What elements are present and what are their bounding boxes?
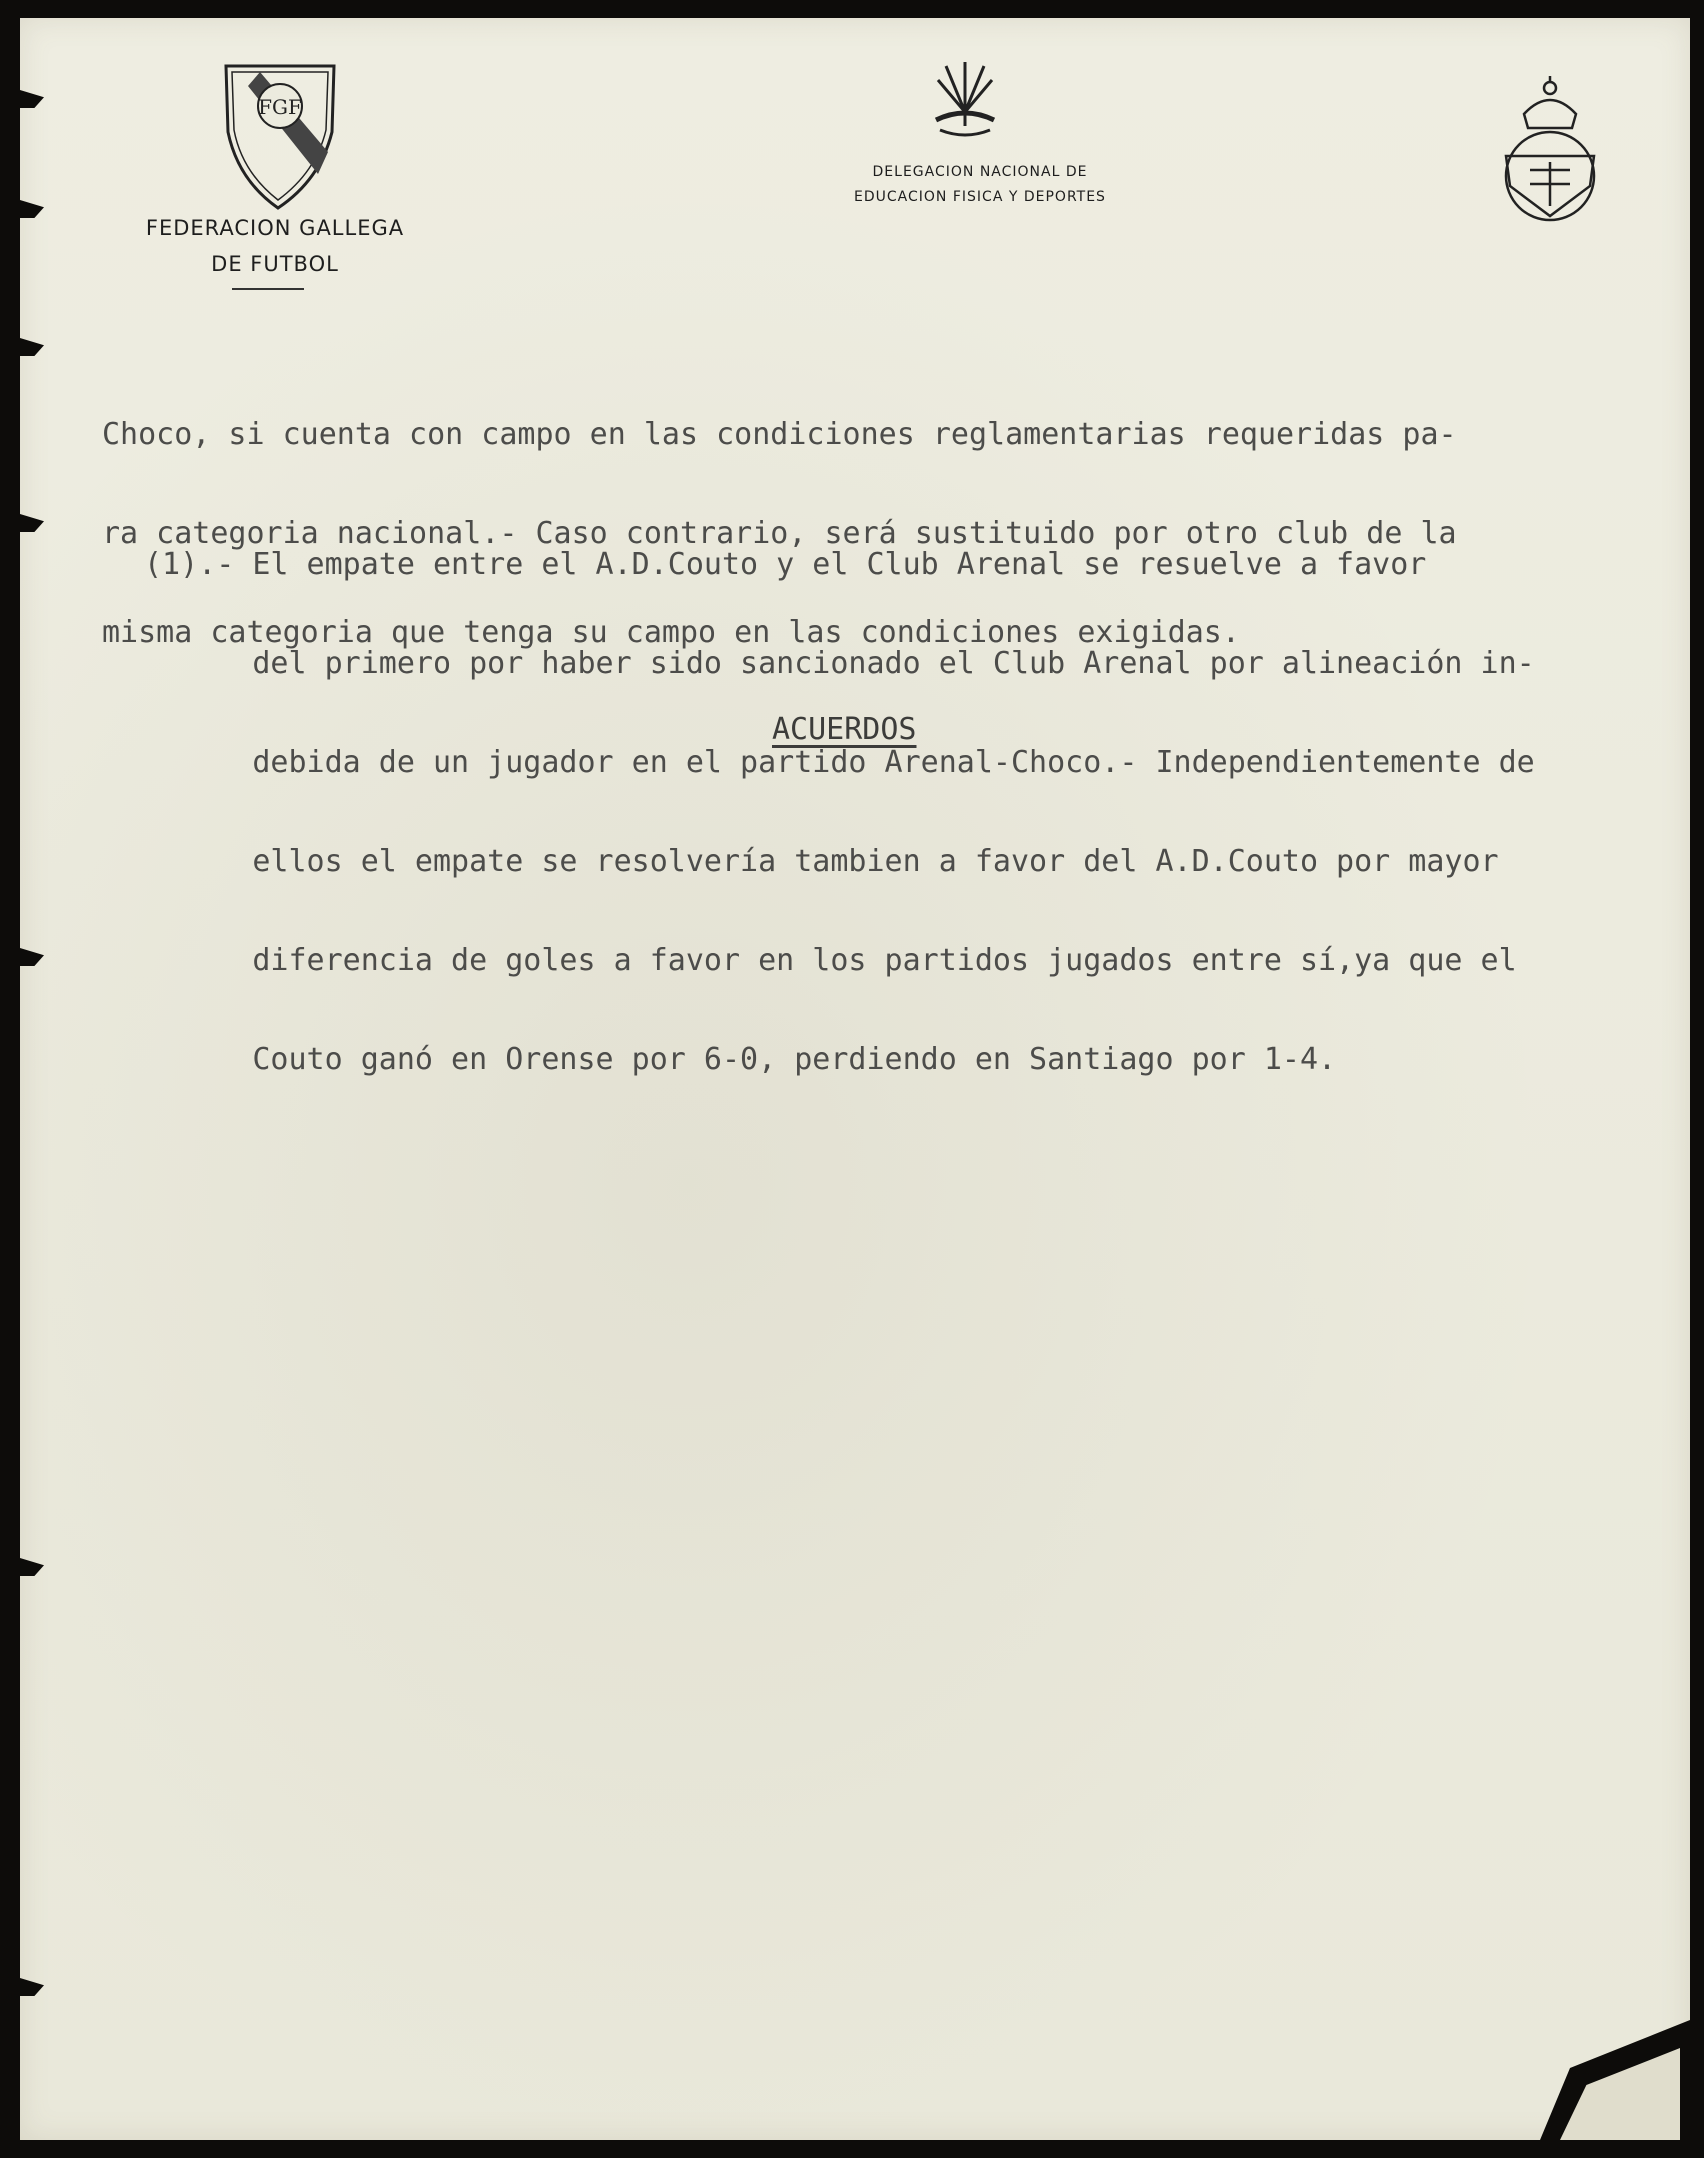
typed-line: Couto ganó en Orense por 6-0, perdiendo en Santiago por 1-4. (144, 1042, 1337, 1077)
delegation-line2: EDUCACION FISICA Y DEPORTES (854, 189, 1106, 205)
delegation-heading (780, 160, 1180, 210)
punch-hole (20, 338, 44, 356)
yoke-arrows-emblem (930, 56, 1000, 146)
typed-footnote (144, 482, 1535, 1142)
crowned-emblem-logo (1490, 66, 1610, 236)
punch-hole (20, 1978, 44, 1996)
section-heading: ACUERDOS (772, 712, 917, 747)
federation-name (115, 210, 435, 282)
punch-hole (20, 90, 44, 108)
typed-line: debida de un jugador en el partido Arenal-Choco.- Independientemente de (144, 745, 1535, 780)
punch-hole (20, 200, 44, 218)
federation-shield-logo (220, 62, 340, 212)
shield-lettering: FGF (258, 95, 302, 119)
federation-rule (232, 288, 304, 290)
typed-line: del primero por haber sido sancionado el Club Arenal por alineación in- (144, 646, 1535, 681)
federation-name-line1: FEDERACION GALLEGA (145, 216, 405, 240)
federation-name-line2: DE FUTBOL (211, 252, 339, 276)
typed-line: ra categoria nacional.- Caso contrario, será sustituido por otro club de la (102, 516, 1457, 551)
typed-line: (1).- El empate entre el A.D.Couto y el Club Arenal se resuelve a favor (144, 547, 1427, 582)
punch-hole (20, 948, 44, 966)
document-page (20, 18, 1690, 2140)
punch-hole (20, 514, 44, 532)
delegation-line1: DELEGACION NACIONAL DE (872, 164, 1088, 180)
typed-line: Choco, si cuenta con campo en las condiciones reglamentarias requeridas pa- (102, 417, 1457, 452)
typed-line: ellos el empate se resolvería tambien a favor del A.D.Couto por mayor (144, 844, 1499, 879)
typed-line: diferencia de goles a favor en los partidos jugados entre sí,ya que el (144, 943, 1517, 978)
typed-line: misma categoria que tenga su campo en las condiciones exigidas. (102, 615, 1240, 650)
punch-hole (20, 1558, 44, 1576)
